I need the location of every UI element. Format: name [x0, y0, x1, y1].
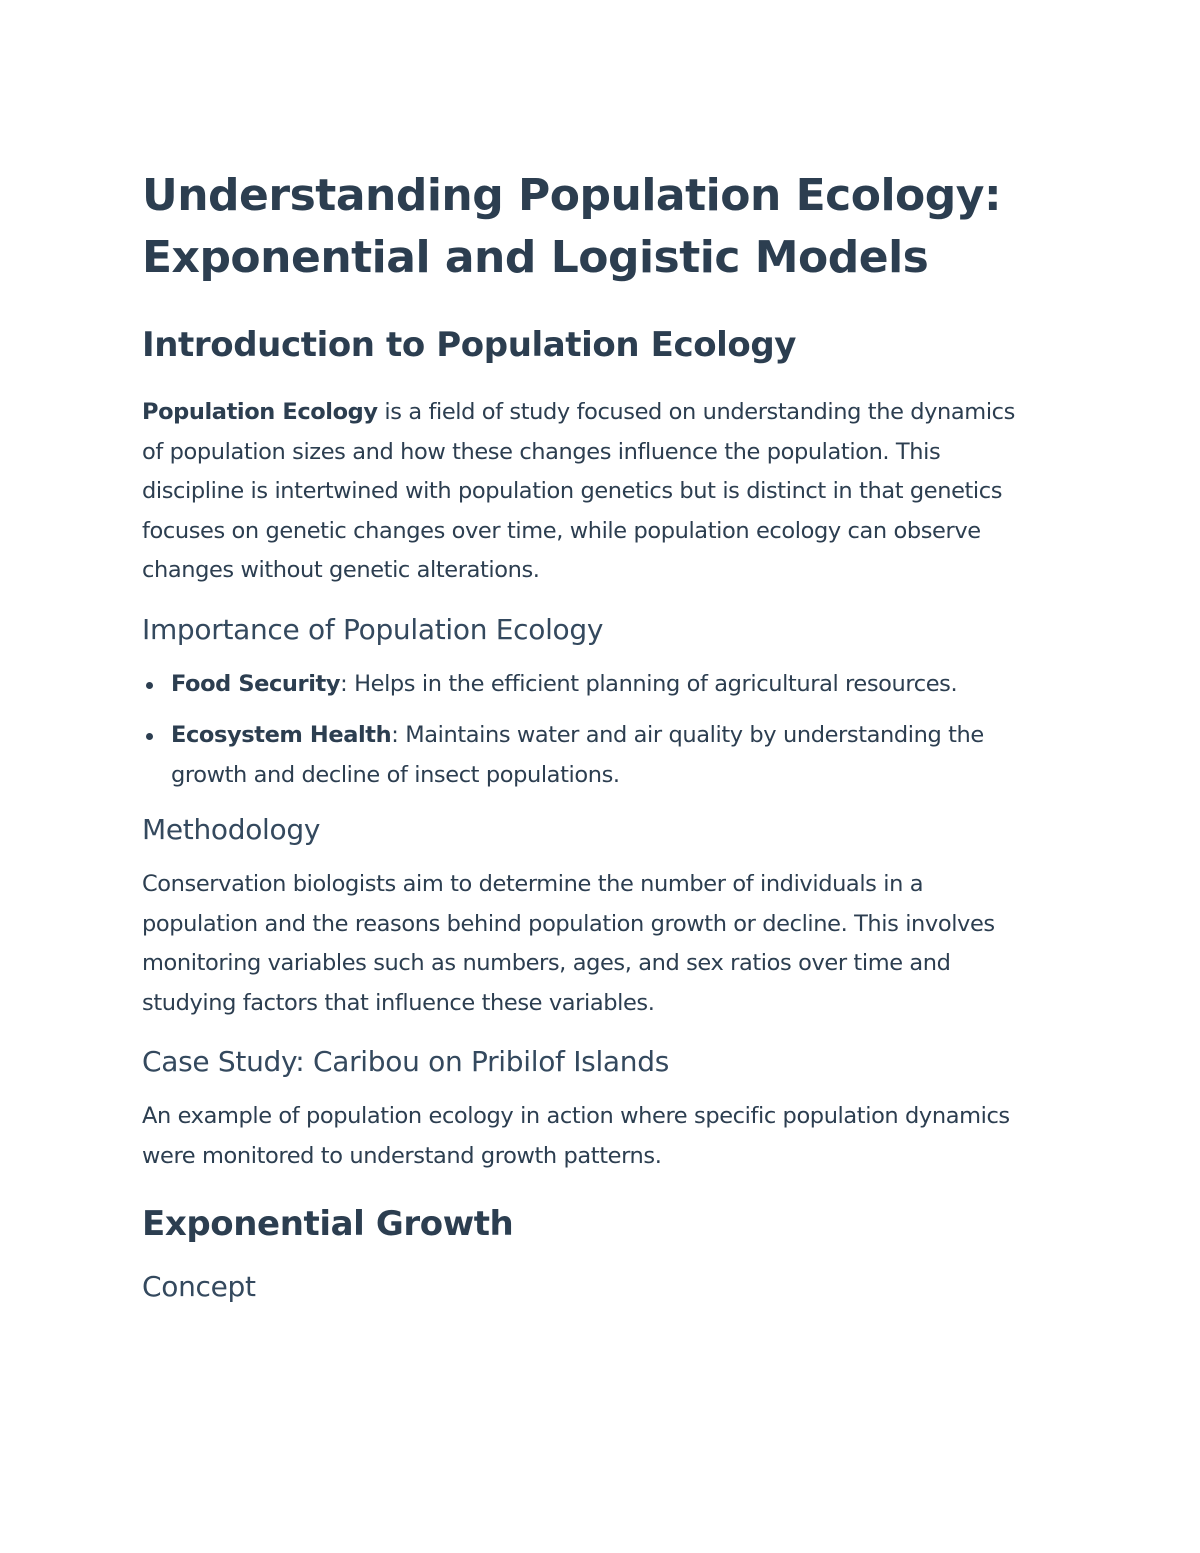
section-heading-introduction: Introduction to Population Ecology — [142, 325, 797, 365]
subheading-concept: Concept — [142, 1270, 256, 1303]
section-heading-exponential-growth: Exponential Growth — [142, 1204, 514, 1244]
intro-paragraph — [142, 393, 1040, 591]
intro-text: is a field of study focused on understanding the dynamics of population sizes and how these changes influence the population. This discipline is intertwined with population genetics but is distinct in that genetics focuses on genetic changes over time, while population ecology can observe changes without genetic alterations. — [142, 399, 1015, 583]
importance-list — [142, 665, 1040, 796]
subheading-methodology: Methodology — [142, 813, 321, 846]
case-study-paragraph: An example of population ecology in action where specific population dynamics were monitored to understand growth patterns. — [142, 1103, 1010, 1169]
list-item-text: : Helps in the efficient planning of agricultural resources. — [340, 670, 958, 697]
list-item-term: Ecosystem Health — [171, 722, 392, 748]
list-item — [142, 716, 1040, 795]
intro-term: Population Ecology — [142, 399, 378, 425]
subheading-importance: Importance of Population Ecology — [142, 612, 604, 646]
list-item-term: Food Security — [171, 670, 341, 697]
methodology-paragraph: Conservation biologists aim to determine the number of individuals in a population and the reasons behind population growth or decline. This involves monitoring variables such as numbers, ages, and sex ratios over time and studying factors that influence these variables. — [142, 871, 995, 1016]
document-title: Understanding Population Ecology: Exponential and Logistic Models — [142, 170, 1002, 283]
list-item — [142, 665, 1040, 705]
subheading-case-study: Case Study: Caribou on Pribilof Islands — [142, 1045, 669, 1078]
list-item-text: : Maintains water and air quality by understanding the growth and decline of insect populations. — [171, 722, 984, 788]
